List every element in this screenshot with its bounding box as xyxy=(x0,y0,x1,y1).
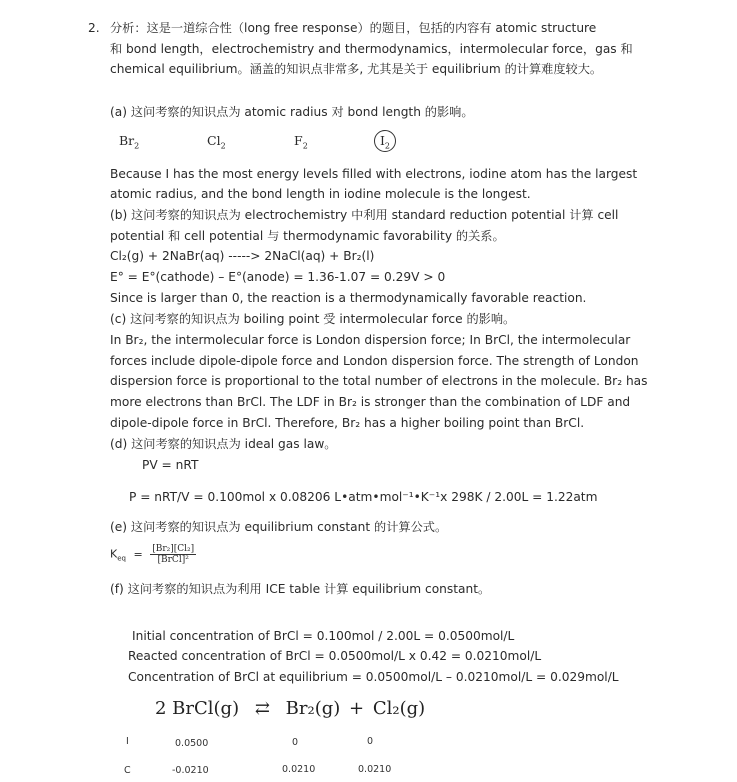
part-b-reaction: Cl₂(g) + 2NaBr(aq) -----> 2NaCl(aq) + Br₂(l) xyxy=(110,249,375,263)
ice-row-label-change: C xyxy=(124,765,131,776)
ice-cell: 0.0500 xyxy=(175,738,209,749)
ice-cell: -0.0210 xyxy=(172,765,209,776)
molecule-i2-circled: $I_2$ xyxy=(374,130,396,152)
pressure-calculation: P = nRT/V = 0.100mol x 0.08206 L•atm•mol⁻¹•K⁻¹x 298K / 2.00L = 1.22atm xyxy=(129,490,598,504)
equilibrium-arrow-icon: ⇄ xyxy=(254,698,270,719)
molecule-br2: $Br_2$ xyxy=(119,133,140,151)
part-b-line-2: potential 和 cell potential 与 thermodynamic favorability 的关系。 xyxy=(110,229,505,243)
keq-expression: $K_{eq}$ = $\frac{\text{[Br₂][Cl₂]}}{\text{[BrCl]²}}$ xyxy=(110,544,195,565)
intro-line-2: 和 bond length，electrochemistry and thermodynamics，intermolecular force，gas 和 xyxy=(110,42,633,56)
molecule-cl2: $Cl_2$ xyxy=(207,133,226,151)
part-c-line-5: dipole-dipole force in BrCl. Therefore, Br₂ has a higher boiling point than BrCl. xyxy=(110,416,585,430)
part-f-heading: (f) 这问考察的知识点为利用 ICE table 计算 equilibrium constant。 xyxy=(110,582,491,596)
part-d-heading: (d) 这问考察的知识点为 ideal gas law。 xyxy=(110,437,337,451)
ice-cell: 0 xyxy=(367,736,374,747)
keq-fraction: $\frac{\text{[Br₂][Cl₂]}}{\text{[BrCl]²}}$ xyxy=(152,544,195,565)
part-a-line-1: Because I has the most energy levels filled with electrons, iodine atom has the largest xyxy=(110,167,638,181)
ice-reacted-concentration: Reacted concentration of BrCl = 0.0500mol/L x 0.42 = 0.0210mol/L xyxy=(128,649,542,663)
ice-equilibrium-concentration: Concentration of BrCl at equilibrium = 0.0500mol/L – 0.0210mol/L = 0.029mol/L xyxy=(128,670,619,684)
ideal-gas-law: PV = nRT xyxy=(142,458,199,472)
intro-line-1: 分析：这是一道综合性（long free response）的题目，包括的内容有 atomic structure xyxy=(110,21,597,35)
molecule-f2: $F_2$ xyxy=(294,133,308,151)
part-c-line-4: more electrons than BrCl. The LDF in Br₂ is stronger than the combination of LDF and xyxy=(110,395,631,409)
ice-cell: 0 xyxy=(292,737,299,748)
ice-cell: 0.0210 xyxy=(282,764,316,775)
part-b-cell-potential: E° = E°(cathode) – E°(anode) = 1.36-1.07 = 0.29V > 0 xyxy=(110,270,446,284)
part-b-line-1: (b) 这问考察的知识点为 electrochemistry 中利用 standard reduction potential 计算 cell xyxy=(110,208,619,222)
intro-line-3: chemical equilibrium。涵盖的知识点非常多, 尤其是关于 equilibrium 的计算难度较大。 xyxy=(110,62,603,76)
part-a-line-2: atomic radius, and the bond length in iodine molecule is the longest. xyxy=(110,187,531,201)
part-a-heading: (a) 这问考察的知识点为 atomic radius 对 bond length 的影响。 xyxy=(110,105,474,119)
part-c-heading: (c) 这问考察的知识点为 boiling point 受 intermolecular force 的影响。 xyxy=(110,312,516,326)
ice-row-label-initial: I xyxy=(126,736,129,747)
part-b-conclusion: Since is larger than 0, the reaction is a thermodynamically favorable reaction. xyxy=(110,291,587,305)
part-c-line-3: dispersion force is proportional to the total number of electrons in the molecule. Br₂ has xyxy=(110,374,648,388)
question-number: 2. xyxy=(88,21,100,35)
part-c-line-1: In Br₂, the intermolecular force is London dispersion force; In BrCl, the intermolecular xyxy=(110,333,631,347)
equilibrium-equation: 2 BrCl(g) ⇄ Br₂(g) + Cl₂(g) xyxy=(155,698,426,719)
ice-cell: 0.0210 xyxy=(358,764,392,775)
part-e-heading: (e) 这问考察的知识点为 equilibrium constant 的计算公式。 xyxy=(110,520,448,534)
part-c-line-2: forces include dipole-dipole force and London dispersion force. The strength of London xyxy=(110,354,639,368)
ice-initial-concentration: Initial concentration of BrCl = 0.100mol / 2.00L = 0.0500mol/L xyxy=(132,629,515,643)
